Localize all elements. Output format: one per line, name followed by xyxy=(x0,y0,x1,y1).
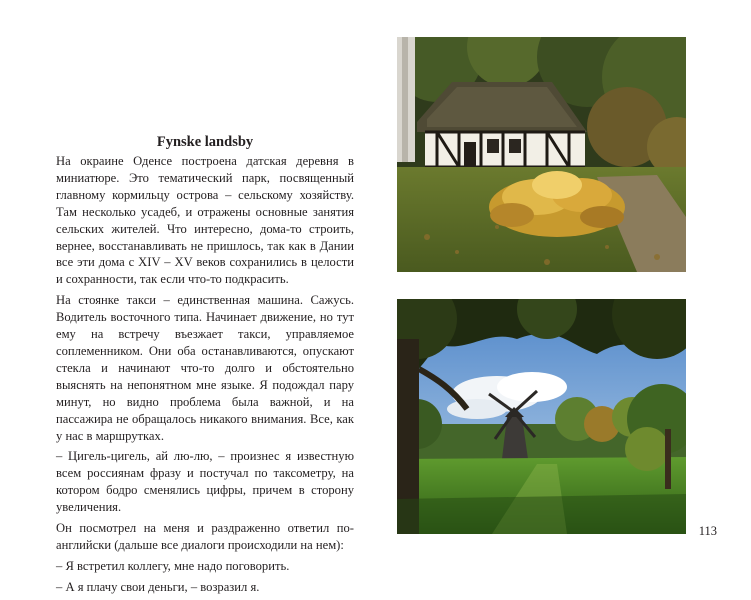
paragraph: Он посмотрел на меня и раздраженно ответил по-английски (дальше все диалоги происходили на нем): xyxy=(56,521,354,552)
windmill-photo xyxy=(397,299,686,534)
paragraph: На окраине Оденсе построена датская деревня в миниатюре. Это тематический парк, посвященный главному кормильцу острова – сельскому хозяйству. Там несколько усадеб, и отражены основные занятия сельских жителей. Что интересно, дома-то строить, вернее, восстанавливать не пришлось, так как в Дании все эти дома с XIV – XV веков сохранились в целости и сохранности, так если что-то подкрасить. xyxy=(56,154,354,287)
paragraph: – Я встретил коллегу, мне надо поговорить. xyxy=(56,558,290,573)
body-text xyxy=(56,153,354,600)
farmhouse-photo xyxy=(397,37,686,272)
page-number: 113 xyxy=(698,524,717,538)
section-heading: Fynske landsby xyxy=(156,134,254,150)
paragraph: На стоянке такси – единственная машина. Сажусь. Водитель восточного типа. Начинает движение, но тут ему на встречу въезжает такси, управляемое соплеменником. Они оба останавливаются, опускают стекла и начинают что-то долго и обстоятельно выяснять на непонятном мне языке. Я подождал пару минут, но видно проблема была важной, и на пассажира не обращалось никакого внимания. Все, как у нас в маршрутках. xyxy=(56,293,354,443)
paragraph: – Цигель-цигель, ай лю-лю, – произнес я известную всем россиянам фразу и постучал по таксометру, на котором бодро сменялись цифры, причем в сторону увеличения. xyxy=(56,449,354,515)
paragraph: – А я плачу свои деньги, – возразил я. xyxy=(56,579,260,594)
